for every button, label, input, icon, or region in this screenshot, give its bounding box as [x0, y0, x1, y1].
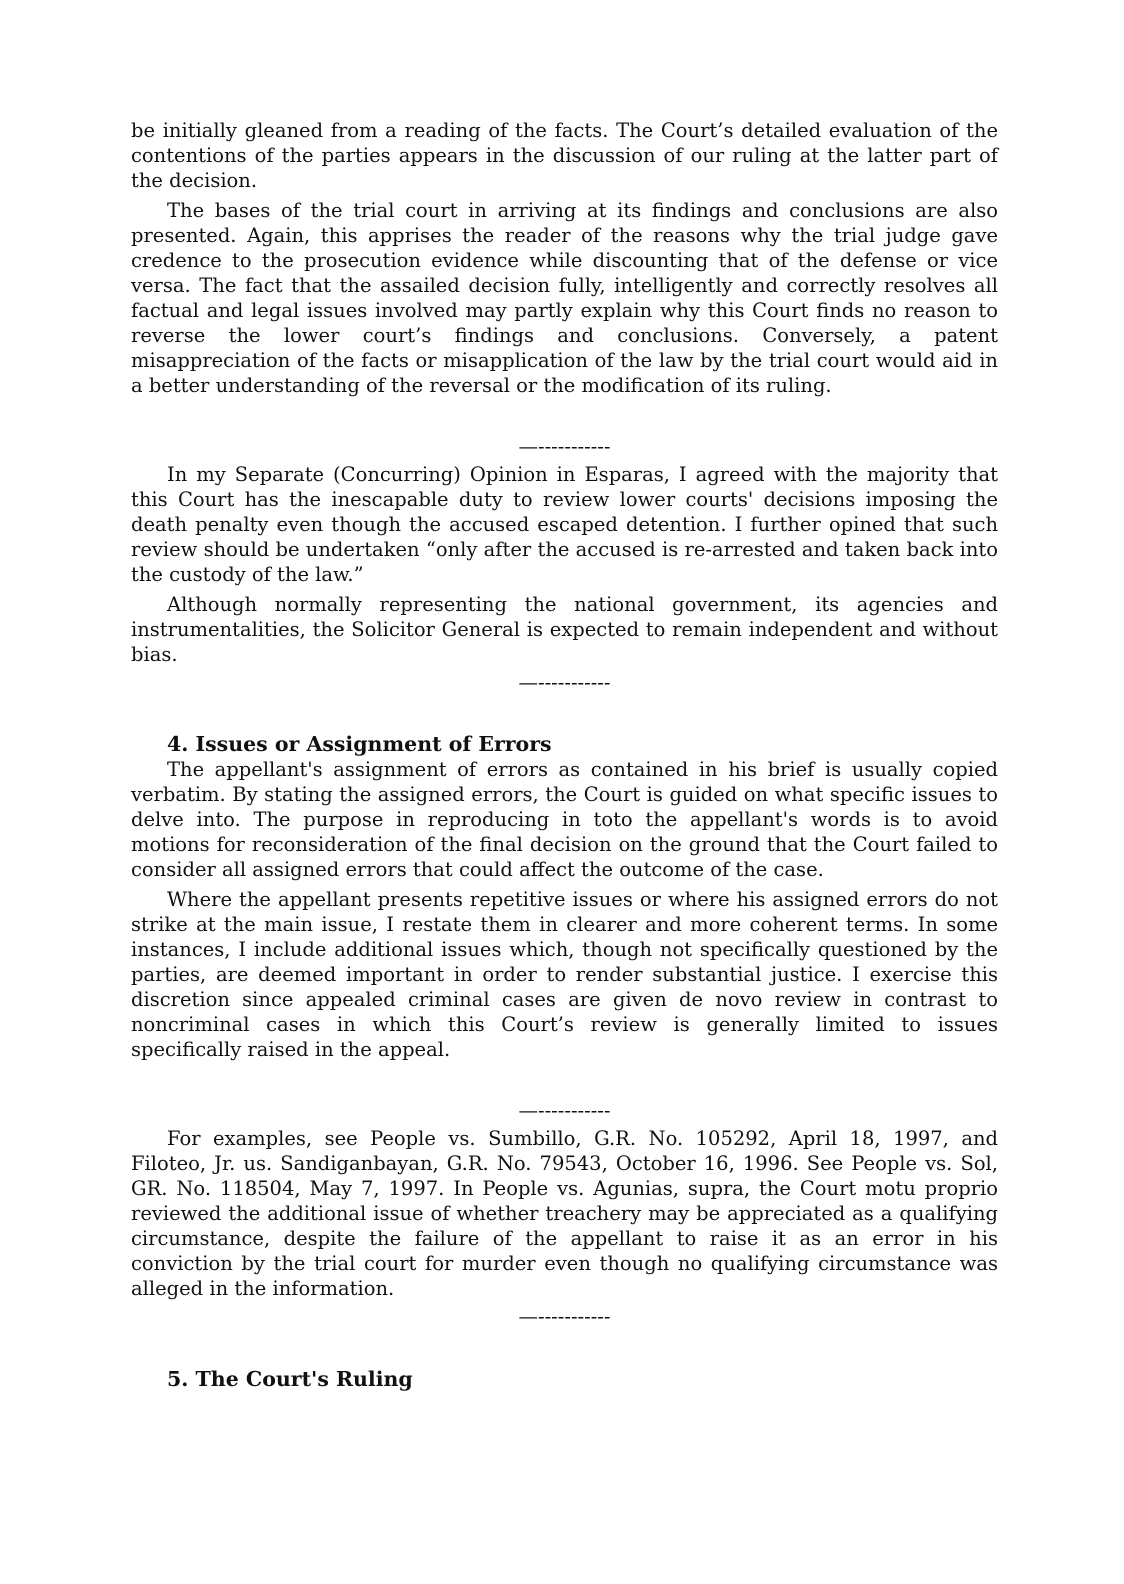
footnote-esparas-opinion: In my Separate (Concurring) Opinion in Esparas, I agreed with the majority that this Court has the inescapable duty to review lower courts' decisions imposing the death penalty even though the accused escaped detention. I further opined that such review should be undertaken “only after the accused is re-arrested and taken back into the custody of the law.” — [131, 463, 998, 586]
section-heading-ruling: 5. The Court's Ruling — [167, 1367, 413, 1391]
document-page — [131, 118, 998, 1392]
footnote-separator: —----------- — [518, 435, 611, 458]
paragraph-continuation: be initially gleaned from a reading of the facts. The Court’s detailed evaluation of the contentions of the parties appears in the discussion of our ruling at the latter part of the decision. — [131, 119, 998, 192]
section-heading-issues: 4. Issues or Assignment of Errors — [167, 732, 552, 756]
paragraph-trial-court-bases: The bases of the trial court in arriving at its findings and conclusions are also presented. Again, this apprises the reader of the reasons why the trial judge gave credence to the prosecution evidence while discounting that of the defense or vice versa. The fact that the assailed decision fully, intelligently and correctly resolves all factual and legal issues involved may partly explain why this Court finds no reason to reverse the lower court’s findings and conclusions. Conversely, a patent misappreciation of the facts or misapplication of the law by the trial court would aid in a better understanding of the reversal or the modification of its ruling. — [131, 199, 998, 397]
footnote-solicitor-general: Although normally representing the national government, its agencies and instrumentalities, the Solicitor General is expected to remain independent and without bias. — [131, 593, 998, 666]
footnote-case-examples: For examples, see People vs. Sumbillo, G.R. No. 105292, April 18, 1997, and Filoteo, Jr. us. Sandiganbayan, G.R. No. 79543, October 16, 1996. See People vs. Sol, GR. No. 118504, May 7, 1997. In People vs. Agunias, supra, the Court motu proprio reviewed the additional issue of whether treachery may be appreciated as a qualifying circumstance, despite the failure of the appellant to raise it as an error in his conviction by the trial court for murder even though no qualifying circumstance was alleged in the information. — [131, 1127, 998, 1300]
paragraph-restating-issues: Where the appellant presents repetitive issues or where his assigned errors do not strike at the main issue, I restate them in clearer and more coherent terms. In some instances, I include additional issues which, though not specifically questioned by the parties, are deemed important in order to render substantial justice. I exercise this discretion since appealed criminal cases are given de novo review in contrast to noncriminal cases in which this Court’s review is generally limited to issues specifically raised in the appeal. — [131, 888, 998, 1061]
footnote-separator: —----------- — [518, 671, 611, 694]
footnote-separator: —----------- — [518, 1099, 611, 1122]
paragraph-assignment-of-errors: The appellant's assignment of errors as contained in his brief is usually copied verbatim. By stating the assigned errors, the Court is guided on what specific issues to delve into. The purpose in reproducing in toto the appellant's words is to avoid motions for reconsideration of the final decision on the ground that the Court failed to consider all assigned errors that could affect the outcome of the case. — [131, 758, 998, 881]
footnote-separator: —----------- — [518, 1305, 611, 1328]
